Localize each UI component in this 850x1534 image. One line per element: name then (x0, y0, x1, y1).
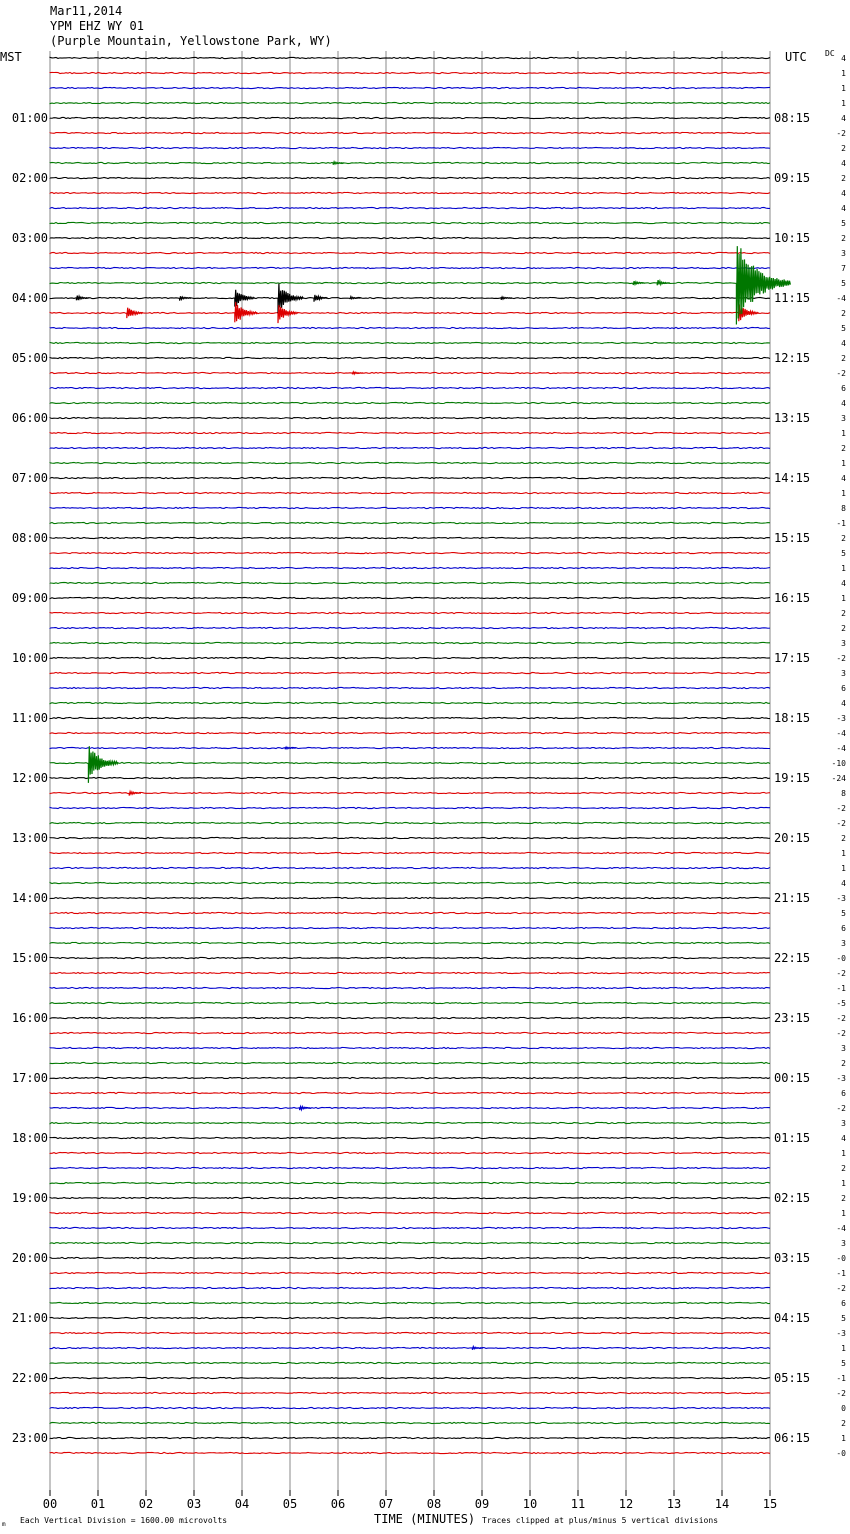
trace-row (50, 912, 770, 913)
trace-row (50, 1407, 770, 1408)
left-hour-label: 23:00 (11, 1431, 48, 1445)
dc-offset-label: 3 (841, 249, 846, 258)
x-tick-label: 14 (714, 1497, 730, 1511)
trace-row (50, 987, 770, 988)
dc-offset-label: 1 (841, 84, 846, 93)
dc-offset-label: 3 (841, 1119, 846, 1128)
dc-offset-label: 5 (841, 1359, 846, 1368)
trace-row (50, 672, 770, 673)
dc-offset-label: -2 (836, 1284, 846, 1293)
trace-row (50, 972, 770, 973)
right-hour-label: 08:15 (774, 111, 811, 125)
x-tick-label: 07 (378, 1497, 394, 1511)
left-hour-label: 02:00 (11, 171, 48, 185)
trace-row (50, 207, 770, 208)
dc-offset-label: -3 (836, 1074, 846, 1083)
trace-row (50, 237, 770, 238)
right-hour-label: 01:15 (774, 1131, 811, 1145)
dc-offset-label: -4 (836, 294, 846, 303)
left-hour-label: 17:00 (11, 1071, 48, 1085)
trace-row (50, 777, 770, 778)
trace-row (50, 567, 770, 568)
trace-row (50, 267, 770, 268)
dc-offset-label: 4 (841, 54, 846, 63)
left-hour-label: 11:00 (11, 711, 48, 725)
dc-offset-label: -2 (836, 819, 846, 828)
trace-row (50, 57, 770, 58)
trace-row (50, 432, 770, 433)
dc-offset-label: 2 (841, 144, 846, 153)
x-axis-ticks (43, 1490, 777, 1511)
trace-row (50, 147, 770, 148)
dc-offset-label: 6 (841, 684, 846, 693)
x-tick-label: 12 (618, 1497, 634, 1511)
trace-row (50, 627, 770, 628)
dc-offset-label: -2 (836, 1104, 846, 1113)
trace-row (50, 342, 770, 343)
event-burst (76, 296, 89, 301)
dc-offset-label: 4 (841, 339, 846, 348)
left-hour-label: 21:00 (11, 1311, 48, 1325)
left-hour-label: 13:00 (11, 831, 48, 845)
trace-row (50, 1437, 770, 1438)
dc-offset-label: 1 (841, 489, 846, 498)
dc-offset-label: -2 (836, 654, 846, 663)
right-hour-label: 17:15 (774, 651, 811, 665)
trace-row (50, 177, 770, 178)
dc-offset-label: 2 (841, 354, 846, 363)
trace-row (50, 162, 770, 163)
dc-offset-label: 8 (841, 789, 846, 798)
trace-row (50, 1137, 770, 1138)
dc-offset-label: 4 (841, 399, 846, 408)
left-hour-label: 07:00 (11, 471, 48, 485)
dc-offset-label: 3 (841, 939, 846, 948)
event-burst (314, 295, 328, 302)
event-burst (127, 308, 143, 318)
trace-row (50, 1077, 770, 1078)
trace-row (50, 1452, 770, 1453)
dc-offset-label: 3 (841, 639, 846, 648)
x-tick-label: 01 (90, 1497, 106, 1511)
dc-offset-label: 6 (841, 384, 846, 393)
x-tick-label: 11 (570, 1497, 586, 1511)
left-hour-label: 18:00 (11, 1131, 48, 1145)
dc-offset-label: -2 (836, 129, 846, 138)
trace-row (50, 882, 770, 883)
trace-row (50, 1032, 770, 1033)
dc-offset-label: 1 (841, 99, 846, 108)
trace-row (50, 402, 770, 403)
event-burst (278, 284, 303, 314)
left-hour-label: 19:00 (11, 1191, 48, 1205)
event-burst (235, 290, 255, 307)
location-label: (Purple Mountain, Yellowstone Park, WY) (50, 34, 332, 48)
dc-offset-label: 1 (841, 849, 846, 858)
dc-offset-label: 8 (841, 504, 846, 513)
trace-row (50, 1212, 770, 1213)
dc-offset-label: 2 (841, 444, 846, 453)
trace-row (50, 387, 770, 388)
right-hour-label: 18:15 (774, 711, 811, 725)
dc-offset-label: -2 (836, 1389, 846, 1398)
trace-row (50, 1152, 770, 1153)
trace-row (50, 1242, 770, 1243)
dc-offset-label: 2 (841, 174, 846, 183)
right-hour-label: 20:15 (774, 831, 811, 845)
trace-row (50, 1002, 770, 1003)
trace-rows (50, 57, 790, 1453)
dc-offset-label: -4 (836, 729, 846, 738)
dc-offset-label: -2 (836, 1014, 846, 1023)
trace-row (50, 1197, 770, 1198)
right-hour-label: 10:15 (774, 231, 811, 245)
left-hour-label: 12:00 (11, 771, 48, 785)
dc-offset-label: 4 (841, 879, 846, 888)
dc-offset-label: 3 (841, 1239, 846, 1248)
dc-column-label: DC (825, 49, 835, 58)
dc-offset-label: -0 (836, 1449, 846, 1458)
dc-offset-label: 2 (841, 1419, 846, 1428)
dc-offset-label: 2 (841, 624, 846, 633)
dc-offset-label: 0 (841, 1404, 846, 1413)
dc-offset-label: -5 (836, 999, 846, 1008)
dc-offset-label: 4 (841, 474, 846, 483)
trace-row (50, 327, 770, 328)
dc-offset-label: -0 (836, 1254, 846, 1263)
trace-row (50, 1377, 770, 1378)
right-hour-label: 02:15 (774, 1191, 811, 1205)
scale-note: Each Vertical Division = 1600.00 microvolts (20, 1516, 228, 1525)
right-hour-label: 04:15 (774, 1311, 811, 1325)
trace-row (50, 1332, 770, 1333)
dc-offset-label: 7 (841, 264, 846, 273)
dc-offset-label: 4 (841, 114, 846, 123)
trace-row (50, 222, 770, 223)
dc-offset-label: -1 (836, 519, 846, 528)
left-hour-label: 08:00 (11, 531, 48, 545)
right-hour-labels (774, 111, 810, 1445)
trace-row (50, 1302, 770, 1303)
dc-offset-label: 5 (841, 909, 846, 918)
dc-offset-label: 1 (841, 69, 846, 78)
dc-offset-label: 1 (841, 1344, 846, 1353)
dc-offset-label: 1 (841, 594, 846, 603)
trace-row (50, 942, 770, 943)
dc-offset-label: 1 (841, 1149, 846, 1158)
clip-note: Traces clipped at plus/minus 5 vertical divisions (482, 1516, 719, 1525)
dc-offset-label: 5 (841, 324, 846, 333)
dc-offset-label: -1 (836, 1374, 846, 1383)
trace-row (50, 447, 770, 448)
event-burst (657, 280, 670, 285)
trace-row (50, 1272, 770, 1273)
left-hour-label: 01:00 (11, 111, 48, 125)
trace-row (50, 822, 770, 823)
dc-offset-label: 6 (841, 924, 846, 933)
trace-row (50, 837, 770, 838)
dc-offset-label: 1 (841, 459, 846, 468)
trace-row (50, 717, 770, 718)
trace-row (50, 732, 770, 733)
right-hour-label: 06:15 (774, 1431, 811, 1445)
dc-offset-label: 6 (841, 1089, 846, 1098)
trace-row (50, 462, 770, 463)
dc-offset-label: 3 (841, 414, 846, 423)
right-hour-label: 22:15 (774, 951, 811, 965)
date-label: Mar11,2014 (50, 4, 123, 18)
trace-row (50, 897, 770, 898)
right-hour-label: 12:15 (774, 351, 811, 365)
trace-row (50, 252, 770, 253)
trace-row (50, 792, 770, 793)
left-hour-label: 05:00 (11, 351, 48, 365)
dc-offset-label: 3 (841, 1044, 846, 1053)
right-hour-label: 19:15 (774, 771, 811, 785)
dc-offset-label: 2 (841, 1164, 846, 1173)
dc-offset-label: -2 (836, 369, 846, 378)
dc-offset-label: -3 (836, 894, 846, 903)
dc-offset-label: -3 (836, 714, 846, 723)
trace-row (50, 1047, 770, 1048)
trace-row (50, 1422, 770, 1423)
trace-row (50, 477, 770, 478)
dc-offset-label: -24 (831, 774, 846, 783)
trace-row (50, 357, 770, 358)
event-burst (300, 1107, 312, 1111)
trace-row (50, 1167, 770, 1168)
dc-offset-label: -4 (836, 1224, 846, 1233)
right-hour-label: 11:15 (774, 291, 811, 305)
dc-offset-label: 1 (841, 429, 846, 438)
trace-row (50, 87, 770, 88)
dc-offset-label: 1 (841, 1434, 846, 1443)
trace-row (50, 957, 770, 958)
corner-mark: m (2, 1521, 6, 1528)
dc-offset-label: 4 (841, 159, 846, 168)
right-hour-label: 13:15 (774, 411, 811, 425)
trace-row (50, 1107, 770, 1108)
dc-offset-label: -0 (836, 954, 846, 963)
trace-row (50, 927, 770, 928)
trace-row (50, 1227, 770, 1228)
dc-offset-label: 4 (841, 579, 846, 588)
event-burst (129, 792, 141, 796)
trace-row (50, 297, 770, 298)
left-hour-labels (12, 111, 48, 1445)
dc-offset-label: 4 (841, 699, 846, 708)
trace-row (50, 1347, 770, 1348)
dc-offset-label: 5 (841, 1314, 846, 1323)
dc-offset-label: -1 (836, 1269, 846, 1278)
trace-row (50, 687, 770, 688)
right-hour-label: 00:15 (774, 1071, 811, 1085)
event-burst (333, 162, 344, 165)
dc-offset-label: -2 (836, 1029, 846, 1038)
left-hour-label: 14:00 (11, 891, 48, 905)
dc-offset-labels (832, 54, 847, 1458)
x-tick-label: 09 (474, 1497, 490, 1511)
dc-offset-label: 2 (841, 1059, 846, 1068)
dc-offset-label: 2 (841, 1194, 846, 1203)
dc-offset-label: 5 (841, 279, 846, 288)
dc-offset-label: 4 (841, 1134, 846, 1143)
event-burst (278, 305, 298, 323)
trace-row (50, 657, 770, 658)
trace-row (50, 192, 770, 193)
right-hour-label: 16:15 (774, 591, 811, 605)
dc-offset-label: 1 (841, 1179, 846, 1188)
x-tick-label: 08 (426, 1497, 442, 1511)
dc-offset-label: -10 (831, 759, 846, 768)
right-hour-label: 15:15 (774, 531, 811, 545)
right-hour-label: 05:15 (774, 1371, 811, 1385)
trace-row (50, 492, 770, 493)
trace-row (50, 582, 770, 583)
trace-row (50, 1317, 770, 1318)
right-timezone-label: UTC (785, 50, 807, 64)
dc-offset-label: -2 (836, 804, 846, 813)
event-burst (235, 302, 257, 322)
left-hour-label: 15:00 (11, 951, 48, 965)
trace-row (50, 1287, 770, 1288)
trace-row (50, 702, 770, 703)
trace-row (50, 612, 770, 613)
dc-offset-label: 2 (841, 534, 846, 543)
x-axis-label: TIME (MINUTES) (374, 1512, 476, 1526)
x-tick-label: 00 (42, 1497, 58, 1511)
event-burst (180, 296, 192, 300)
dc-offset-label: 2 (841, 609, 846, 618)
dc-offset-label: 4 (841, 204, 846, 213)
dc-offset-label: 2 (841, 834, 846, 843)
trace-row (50, 522, 770, 523)
dc-offset-label: 1 (841, 864, 846, 873)
trace-row (50, 552, 770, 553)
event-burst (352, 372, 363, 374)
left-hour-label: 04:00 (11, 291, 48, 305)
trace-row (50, 1392, 770, 1393)
x-tick-label: 02 (138, 1497, 154, 1511)
left-hour-label: 06:00 (11, 411, 48, 425)
trace-row (50, 102, 770, 103)
dc-offset-label: 5 (841, 219, 846, 228)
x-tick-label: 10 (522, 1497, 538, 1511)
trace-row (50, 1122, 770, 1123)
event-burst (633, 281, 645, 285)
trace-row (50, 1062, 770, 1063)
dc-offset-label: 2 (841, 234, 846, 243)
dc-offset-label: -1 (836, 984, 846, 993)
left-hour-label: 09:00 (11, 591, 48, 605)
trace-row (50, 507, 770, 508)
left-hour-label: 20:00 (11, 1251, 48, 1265)
x-tick-label: 03 (186, 1497, 202, 1511)
x-tick-label: 06 (330, 1497, 346, 1511)
trace-row (50, 807, 770, 808)
dc-offset-label: -3 (836, 1329, 846, 1338)
right-hour-label: 03:15 (774, 1251, 811, 1265)
trace-row (50, 312, 770, 313)
dc-offset-label: 3 (841, 669, 846, 678)
trace-row (50, 867, 770, 868)
x-tick-label: 15 (762, 1497, 778, 1511)
dc-offset-label: 6 (841, 1299, 846, 1308)
trace-row (50, 417, 770, 418)
left-timezone-label: MST (0, 50, 22, 64)
dc-offset-label: 4 (841, 189, 846, 198)
station-label: YPM EHZ WY 01 (50, 19, 144, 33)
trace-row (50, 1362, 770, 1363)
trace-row (50, 132, 770, 133)
right-hour-label: 21:15 (774, 891, 811, 905)
trace-row (50, 852, 770, 853)
trace-row (50, 117, 770, 118)
dc-offset-label: 2 (841, 309, 846, 318)
dc-offset-label: 1 (841, 564, 846, 573)
trace-row (50, 1182, 770, 1183)
trace-row (50, 537, 770, 538)
dc-offset-label: -2 (836, 969, 846, 978)
x-tick-label: 13 (666, 1497, 682, 1511)
right-hour-label: 14:15 (774, 471, 811, 485)
dc-offset-label: -4 (836, 744, 846, 753)
x-tick-label: 04 (234, 1497, 250, 1511)
left-hour-label: 03:00 (11, 231, 48, 245)
left-hour-label: 10:00 (11, 651, 48, 665)
trace-row (50, 762, 770, 763)
trace-row (50, 597, 770, 598)
trace-row (50, 747, 770, 748)
trace-row (50, 642, 770, 643)
left-hour-label: 16:00 (11, 1011, 48, 1025)
trace-row (50, 1017, 770, 1018)
right-hour-label: 09:15 (774, 171, 811, 185)
left-hour-label: 22:00 (11, 1371, 48, 1385)
dc-offset-label: 5 (841, 549, 846, 558)
trace-row (50, 1257, 770, 1258)
dc-offset-label: 1 (841, 1209, 846, 1218)
trace-row (50, 72, 770, 73)
x-tick-label: 05 (282, 1497, 298, 1511)
right-hour-label: 23:15 (774, 1011, 811, 1025)
trace-row (50, 372, 770, 373)
trace-row (50, 1092, 770, 1093)
